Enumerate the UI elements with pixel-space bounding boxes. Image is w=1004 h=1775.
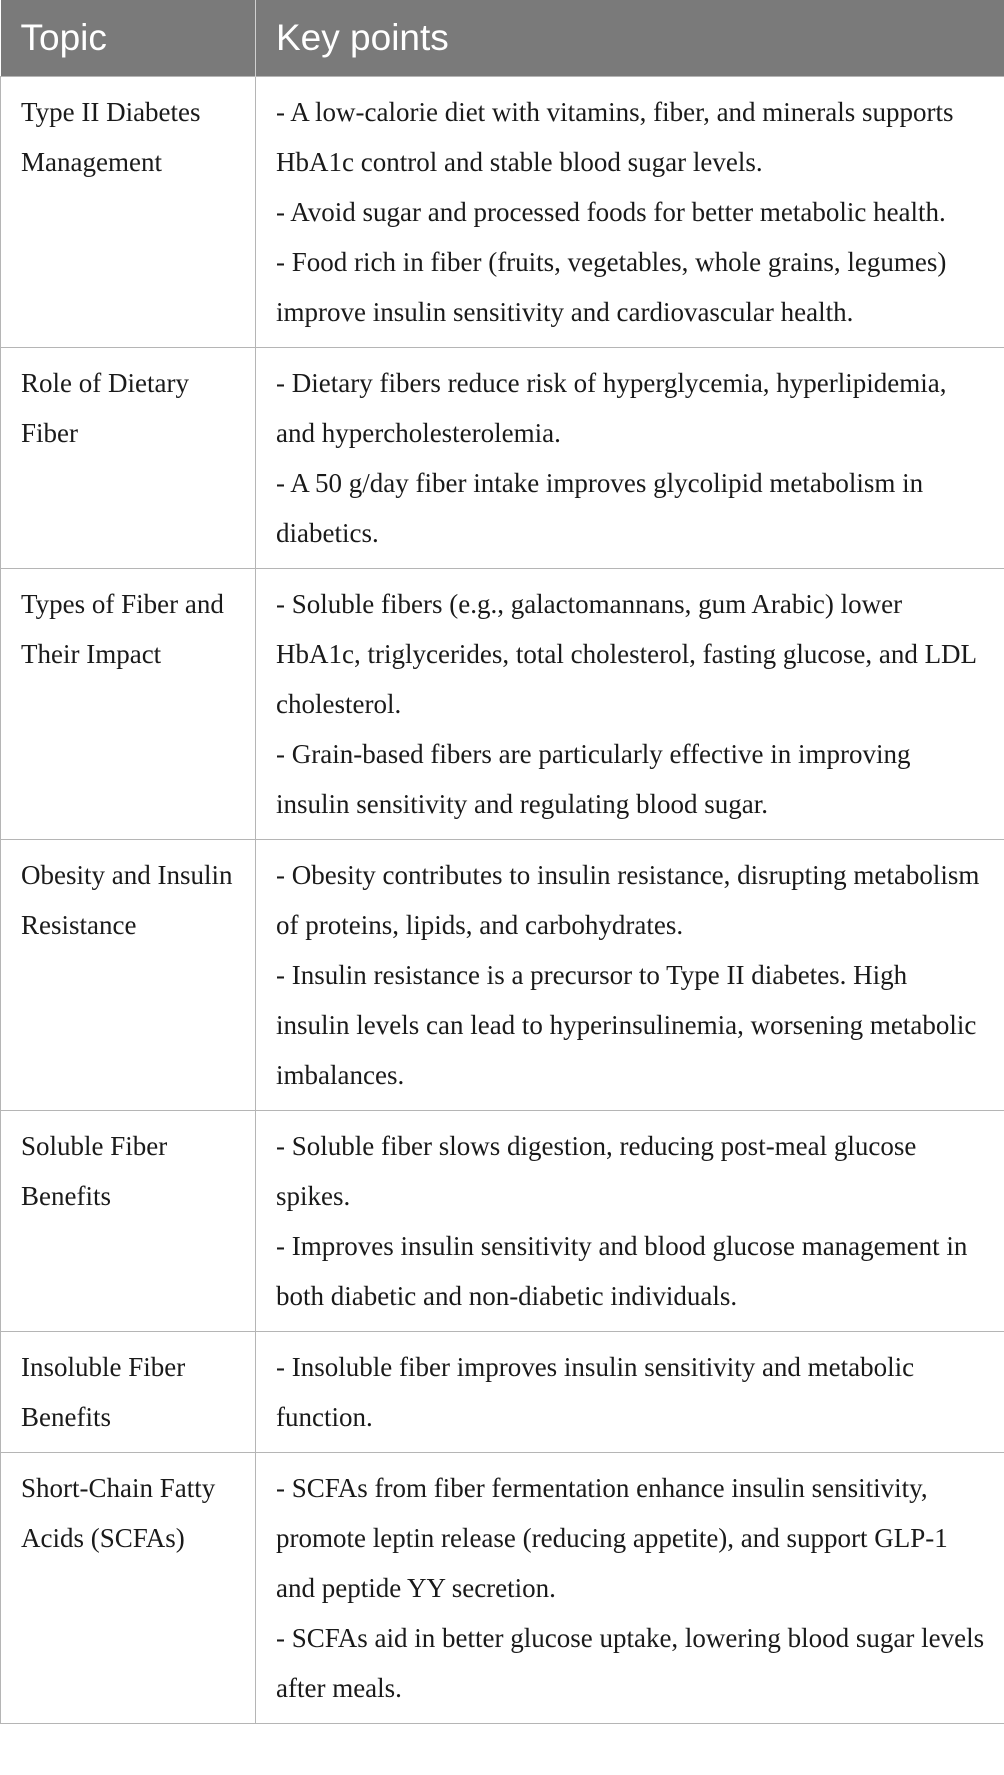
key-points-cell [256,1453,1004,1724]
key-point: - Insulin resistance is a precursor to Type II diabetes. High insulin levels can lead to hyperinsulinemia, worsening metabolic imbalances. [276,960,977,1090]
key-point: - Insoluble fiber improves insulin sensitivity and metabolic function. [276,1352,915,1432]
topic-cell: Role of Dietary Fiber [1,348,256,569]
topic-cell: Insoluble Fiber Benefits [1,1332,256,1453]
table-row [1,1332,1004,1453]
key-points-cell [256,77,1004,348]
header-row [1,0,1004,77]
topic-cell: Type II Diabetes Management [1,77,256,348]
key-point: - Dietary fibers reduce risk of hyperglycemia, hyperlipidemia, and hypercholesterolemia. [276,368,947,448]
key-points-cell [256,348,1004,569]
topic-cell: Soluble Fiber Benefits [1,1111,256,1332]
table-row [1,569,1004,840]
topic-cell: Obesity and Insulin Resistance [1,840,256,1111]
key-points-cell [256,840,1004,1111]
key-points-cell [256,1332,1004,1453]
key-point: - SCFAs from fiber fermentation enhance insulin sensitivity, promote leptin release (reducing appetite), and support GLP-1 and peptide YY secretion. [276,1473,948,1603]
key-point: - Avoid sugar and processed foods for better metabolic health. [276,197,946,227]
header-key-points: Key points [256,0,1004,77]
key-points-cell [256,1111,1004,1332]
key-point: - Soluble fibers (e.g., galactomannans, gum Arabic) lower HbA1c, triglycerides, total cholesterol, fasting glucose, and LDL cholesterol. [276,589,977,719]
key-point: - A low-calorie diet with vitamins, fiber, and minerals supports HbA1c control and stable blood sugar levels. [276,97,954,177]
topic-cell: Types of Fiber and Their Impact [1,569,256,840]
table-row [1,1111,1004,1332]
header-topic: Topic [1,0,256,77]
table-row [1,348,1004,569]
key-point: - Grain-based fibers are particularly effective in improving insulin sensitivity and regulating blood sugar. [276,739,911,819]
key-point: - Improves insulin sensitivity and blood glucose management in both diabetic and non-diabetic individuals. [276,1231,968,1311]
table-body [1,77,1004,1724]
table-header [1,0,1004,77]
table-row [1,840,1004,1111]
key-point: - A 50 g/day fiber intake improves glycolipid metabolism in diabetics. [276,468,924,548]
table-row [1,77,1004,348]
topic-cell: Short-Chain Fatty Acids (SCFAs) [1,1453,256,1724]
table-row [1,1453,1004,1724]
key-point: - SCFAs aid in better glucose uptake, lowering blood sugar levels after meals. [276,1623,985,1703]
key-point: - Soluble fiber slows digestion, reducing post-meal glucose spikes. [276,1131,917,1211]
key-point: - Obesity contributes to insulin resistance, disrupting metabolism of proteins, lipids, and carbohydrates. [276,860,980,940]
key-point: - Food rich in fiber (fruits, vegetables, whole grains, legumes) improve insulin sensitivity and cardiovascular health. [276,247,947,327]
key-points-cell [256,569,1004,840]
